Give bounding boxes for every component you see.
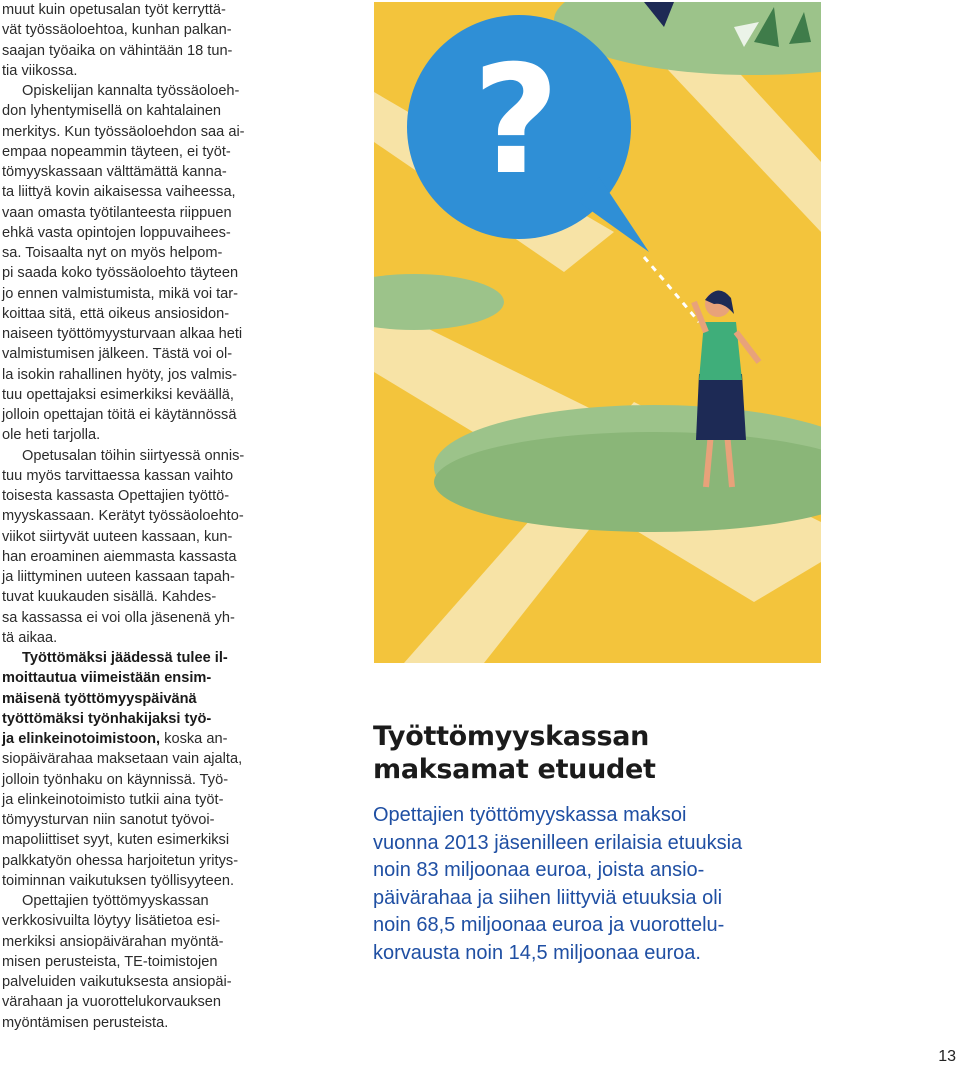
- article-paragraph-1: muut kuin opetusalan työt kerryttä- vät työssäoloehtoa, kunhan palkan- saajan työaika on vähintään 18 tun- tia viikossa.: [2, 2, 233, 79]
- article-paragraph-2: Opiskelijan kannalta työssäoloeh- don lyhentymisellä on kahtalainen merkitys. Kun työssäoloehdon saa ai- empaa nopeammin täyteen, ei työt- tömyyskassaan välttämättä kanna- ta liittyä kovin aikaisessa vaiheessa, vaan omasta työtilanteesta riippuen ehkä vasta opintojen loppuvaihees- sa. Toisaalta nyt on myös helpom- pi saada koko työssäoloehto täyteen jo ennen valmistumista, mikä voi tar- koittaa sitä, että oikeus ansiosidon- naiseen työttömyysturvaan alkaa heti valmistumisen jälkeen. Tästä voi ol- la isokin rahallinen hyöty, jos valmis- tuu opettajaksi esimerkiksi keväällä, jolloin opettajan töitä ei käytännössä ole heti tarjolla.: [2, 83, 245, 444]
- illustration-art: [374, 2, 821, 663]
- sidebar-heading: Työttömyyskassan maksamat etuudet: [373, 721, 656, 785]
- bold-run: ja elinkeinotoimistoon,: [2, 731, 161, 747]
- question-mark-icon: ?: [472, 34, 560, 208]
- article-paragraph-5: Opettajien työttömyyskassan verkkosivuilta löytyy lisätietoa esi- merkiksi ansiopäivärahan myöntä- misen perusteista, TE-toimistojen palveluiden vaikutuksesta ansiopäi- värahaan ja vuorottelukorvauksen myöntämisen perusteista.: [2, 893, 232, 1031]
- article-paragraph-4: Työttömäksi jäädessä tulee il- moittautua viimeistään ensim- mäisenä työttömyyspäivänä työttömäksi työnhakijaksi työ- ja elinkeinotoimistoon, koska an- siopäivärahaa maksetaan vain ajalta, jolloin työnhaku on käynnissä. Työ- ja elinkeinotoimisto tutkii aina työt- tömyysturvan niin sanotut työvoi- mapoliittiset syyt, kuten esimerkiksi palkkatyön ohessa harjoitetun yritys- toiminnan vaikutuksen työllisyyteen.: [2, 650, 243, 889]
- page-number: 13: [938, 1048, 956, 1065]
- sidebar-lead: Opettajien työttömyyskassa maksoi vuonna 2013 jäsenilleen erilaisia etuuksia noin 83 miljoonaa euroa, joista ansio- päivärahaa ja siihen liittyviä etuuksia oli noin 68,5 miljoonaa euroa ja vuorottelu- korvausta noin 14,5 miljoonaa euroa.: [373, 804, 743, 964]
- regular-run: koska an-: [160, 731, 228, 747]
- illustration-woman-question-bubble: [374, 2, 821, 663]
- benefits-sidebar: [373, 720, 793, 967]
- article-paragraph-3: Opetusalan töihin siirtyessä onnis- tuu myös tarvittaessa kassan vaihto toisesta kassasta Opettajien työttö- myyskassaan. Kerätyt työssäoloehto- viikot siirtyvät uuteen kassaan, kun- han eroaminen aiemmasta kassasta ja liittyminen uuteen kassaan tapah- tuvat kuukauden sisällä. Kahdes- sa kassassa ei voi olla jäsenenä yh- tä aikaa.: [2, 447, 245, 646]
- woman-skirt: [696, 374, 746, 440]
- article-column: [2, 0, 260, 1033]
